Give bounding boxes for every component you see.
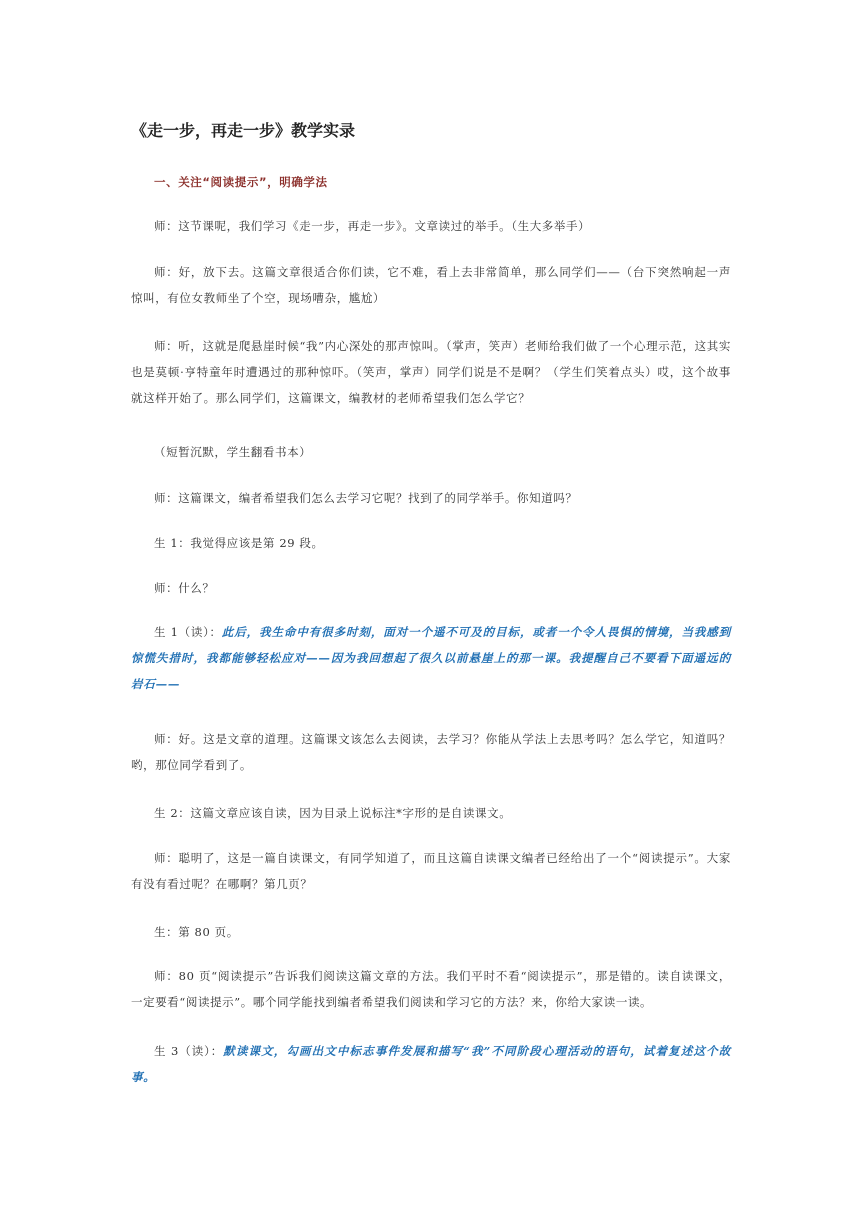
paragraph-1: 师：这节课呢，我们学习《走一步，再走一步》。文章读过的举手。（生大多举手） (154, 219, 591, 233)
quoted-text: 此后，我生命中有很多时刻，面对一个遥不可及的目标，或者一个令人畏惧的情境，当我感到惊慌失措时，我都能够轻松应对——因为我回想起了很久以前悬崖上的那一课。我提醒自己不要看下面遥远的岩石—— (131, 625, 732, 691)
document-title: 《走一步，再走一步》教学实录 (131, 121, 356, 140)
paragraph-11: 师：聪明了，这是一篇自读课文，有同学知道了，而且这篇自读课文编者已经给出了一个“阅读提示”。大家有没有看过呢？在哪啊？第几页？ (131, 851, 731, 891)
paragraph-2: 师：好，放下去。这篇文章很适合你们读，它不难，看上去非常简单，那么同学们——（台下突然响起一声惊叫，有位女教师坐了个空，现场嘈杂，尴尬） (131, 265, 731, 305)
paragraph-9: 师：好。这是文章的道理。这篇课文该怎么去阅读，去学习？你能从学法上去思考吗？怎么学它，知道吗？哟，那位同学看到了。 (131, 732, 731, 772)
quoted-text: 默读课文，勾画出文中标志事件发展和描写“我”不同阶段心理活动的语句，试着复述这个故事。 (131, 1044, 732, 1084)
paragraph-5: 师：这篇课文，编者希望我们怎么去学习它呢？找到了的同学举手。你知道吗？ (154, 491, 578, 505)
speaker-label: 生 3（读）： (154, 1044, 224, 1058)
section-heading: 一、关注“阅读提示”，明确学法 (154, 175, 328, 189)
paragraph-4: （短暂沉默，学生翻看书本） (154, 445, 312, 459)
paragraph-12: 生：第 80 页。 (154, 925, 239, 939)
paragraph-10: 生 2：这篇文章应该自读，因为目录上说标注*字形的是自读课文。 (154, 806, 512, 820)
paragraph-14-quote (131, 1038, 731, 1090)
speaker-label: 生 1（读）： (154, 625, 222, 639)
paragraph-13: 师：80 页“阅读提示”告诉我们阅读这篇文章的方法。我们平时不看“阅读提示”，那是错的。读自读课文，一定要看“阅读提示”。哪个同学能找到编者希望我们阅读和学习它的方法？来，你给大家读一读。 (131, 969, 731, 1009)
paragraph-7: 师：什么？ (154, 581, 215, 595)
paragraph-3: 师：听，这就是爬悬崖时候“我”内心深处的那声惊叫。（掌声，笑声）老师给我们做了一个心理示范，这其实也是莫顿·亨特童年时遭遇过的那种惊吓。（笑声，掌声）同学们说是不是啊？（学生们笑着点头）哎，这个故事就这样开始了。那么同学们，这篇课文，编教材的老师希望我们怎么学它？ (131, 339, 731, 405)
paragraph-6: 生 1：我觉得应该是第 29 段。 (154, 536, 324, 550)
paragraph-8-quote (131, 619, 731, 697)
